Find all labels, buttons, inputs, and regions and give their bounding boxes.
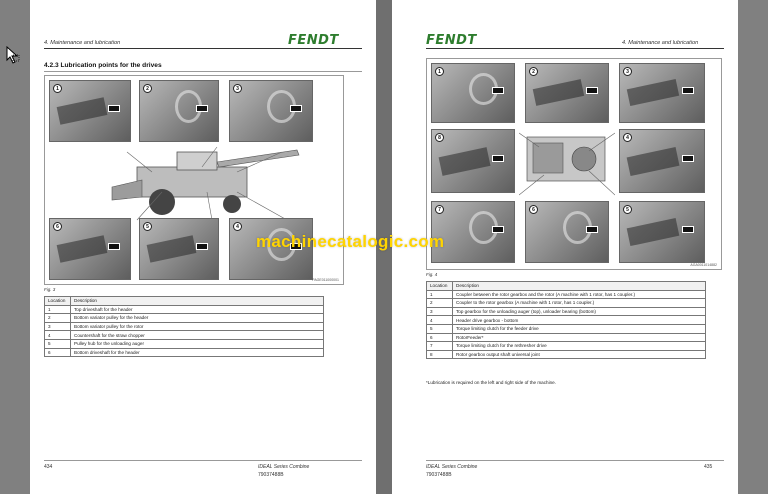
figure-panel [619,201,705,263]
table-row [427,342,706,351]
section-title: 4.2.3 Lubrication points for the drives [44,62,162,69]
footer-doc-number: 79037488B [426,472,452,478]
footer-doc-number: 79037488B [258,472,284,478]
page-header-text: 4. Maintenance and lubrication [622,40,699,46]
table-row [45,348,324,357]
table-row [45,322,324,331]
description-cell: Bottom driveshaft for the header [71,348,324,357]
panel-number: 3 [233,84,242,93]
location-cell: 1 [45,305,71,314]
location-cell: 1 [427,290,453,299]
panel-number: 4 [233,222,242,231]
table-row [427,350,706,359]
location-cell: 7 [427,342,453,351]
panel-number: 6 [53,222,62,231]
footer-rule [44,460,362,461]
panel-number: 5 [623,205,632,214]
description-cell: Bottom variator pulley for the rotor [71,322,324,331]
arrow-icon [196,105,208,112]
footer-series: IDEAL Series Combine [426,464,478,470]
location-cell: 3 [45,322,71,331]
description-cell: Bottom variator pulley for the header [71,314,324,323]
location-table [426,281,706,359]
location-cell: 5 [45,339,71,348]
arrow-icon [682,87,694,94]
description-cell: RotorFeeder* [453,333,706,342]
location-table [44,296,324,357]
arrow-icon [586,87,598,94]
panel-number: 5 [143,222,152,231]
location-cell: 4 [427,316,453,325]
arrow-icon [492,155,504,162]
table-row [45,305,324,314]
location-cell: 5 [427,324,453,333]
panel-number: 3 [623,67,632,76]
description-cell: Header drive gearbox - bottom [453,316,706,325]
section-rule [44,71,362,72]
arrow-icon [492,87,504,94]
panel-number: 6 [529,205,538,214]
figure-panel [619,63,705,123]
arrow-icon [682,155,694,162]
description-cell: Coupler to the rotor gearbox (A machine with 1 rotor, has 1 coupler.) [453,299,706,308]
figure-panel [229,80,313,142]
figure-drive-lube-points [426,58,722,270]
description-cell: Countershaft for the straw chopper [71,331,324,340]
panel-number: 7 [435,205,444,214]
column-header: Location [45,297,71,306]
table-row [427,299,706,308]
table-row [45,339,324,348]
table-row [45,331,324,340]
table-row [45,314,324,323]
figure-panel [431,129,515,193]
panel-number: 1 [435,67,444,76]
panel-number: 4 [623,133,632,142]
figure-panel [139,80,219,142]
location-cell: 6 [45,348,71,357]
figure-drive-lube-points [44,75,344,285]
page-header-text: 4. Maintenance and lubrication [44,40,121,46]
arrow-icon [196,243,208,250]
watermark-text: machinecatalogic.com [256,232,445,251]
figure-panel [49,80,131,142]
figure-panel [619,129,705,193]
column-header: Location [427,282,453,291]
description-cell: Torque limiting clutch for the rethresher drive [453,342,706,351]
arrow-icon [586,226,598,233]
location-cell: 2 [45,314,71,323]
fendt-logo: FENDT [426,33,477,48]
description-cell: Top driveshaft for the header [71,305,324,314]
footnote: *Lubrication is required on the left and right side of the machine. [426,380,556,385]
footer-series: IDEAL Series Combine [258,464,310,470]
table-header-row [427,282,706,291]
table-row [427,324,706,333]
figure-caption: Fig. 3 [44,287,56,292]
description-cell: Torque limiting clutch for the feeder drive [453,324,706,333]
table-row [427,316,706,325]
description-cell: Pulley hub for the unloading auger [71,339,324,348]
figure-panel [525,63,609,123]
cursor-icon [6,46,20,64]
location-cell: 8 [427,350,453,359]
figure-panel [49,218,131,280]
arrow-icon [290,105,302,112]
column-header: Description [71,297,324,306]
page-number: 435 [704,464,713,470]
footer-rule [426,460,724,461]
panel-number: 8 [435,133,444,142]
table-row [427,290,706,299]
location-cell: 4 [45,331,71,340]
page-number: 434 [44,464,53,470]
location-cell: 6 [427,333,453,342]
description-cell: Coupler between the rotor gearbox and the rotor (A machine with 1 rotor, has 1 coupler.) [453,290,706,299]
description-cell: Top gearbox for the unloading auger (top), unloader bearing (bottom) [453,307,706,316]
figure-id: PAGE011000001 [312,278,339,282]
table-header-row [45,297,324,306]
figure-caption: Fig. 4 [426,272,438,277]
figure-panel [139,218,219,280]
arrow-icon [682,226,694,233]
table-row [427,307,706,316]
description-cell: Rotor gearbox output shaft universal joint [453,350,706,359]
column-header: Description [453,282,706,291]
arrow-icon [108,243,120,250]
table-row [427,333,706,342]
header-rule [426,48,724,49]
location-cell: 2 [427,299,453,308]
combine-illustration [107,142,307,222]
location-cell: 3 [427,307,453,316]
panel-number: 2 [529,67,538,76]
panel-number: 1 [53,84,62,93]
header-rule [44,48,362,49]
figure-id: AGA0011014882 [690,263,717,267]
panel-number: 2 [143,84,152,93]
fendt-logo: FENDT [288,33,339,48]
arrow-icon [108,105,120,112]
rotor-assembly-illustration [519,127,615,197]
figure-panel [431,63,515,123]
arrow-icon [492,226,504,233]
figure-panel [525,201,609,263]
